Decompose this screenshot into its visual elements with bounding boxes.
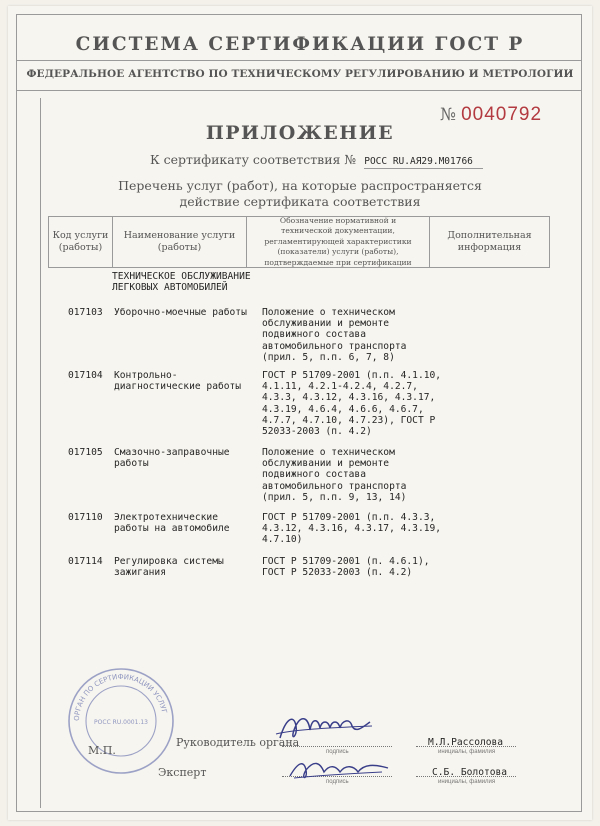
row-name: Контрольно- диагностические работы xyxy=(114,370,242,393)
row-standard: Положение о техническом обслуживании и ремонте подвижного состава автомобильного транспорта (прил. 5, п.п. 9, 13, 14) xyxy=(262,447,407,503)
subtitle-line: действие сертификата соответствия xyxy=(179,194,421,209)
certificate-label: К сертификату соответствия № xyxy=(150,152,357,167)
expert-signature xyxy=(284,752,394,788)
number-symbol: № xyxy=(440,105,458,125)
header-divider xyxy=(16,60,582,61)
form-number-value: 0040792 xyxy=(461,104,543,125)
section-title: ТЕХНИЧЕСКОЕ ОБСЛУЖИВАНИЕ ЛЕГКОВЫХ АВТОМОБИЛЕЙ xyxy=(112,271,251,294)
agency-name: ФЕДЕРАЛЬНОЕ АГЕНТСТВО ПО ТЕХНИЧЕСКОМУ РЕГУЛИРОВАНИЮ И МЕТРОЛОГИИ xyxy=(26,68,574,80)
certificate-number: РОСС RU.АЯ29.М01766 xyxy=(364,156,483,169)
header-name: Наименование услуги (работы) xyxy=(112,216,246,268)
row-standard: Положение о техническом обслуживании и ремонте подвижного состава автомобильного транспорта (прил. 5, п.п. 6, 7, 8) xyxy=(262,307,407,363)
row-name: Регулировка системы зажигания xyxy=(114,556,224,579)
signature-hint: подпись xyxy=(326,749,349,755)
row-name: Уборочно-моечные работы xyxy=(114,307,247,318)
row-name: Электротехнические работы на автомобиле xyxy=(114,512,230,535)
header-divider xyxy=(16,90,582,91)
row-code: 017104 xyxy=(68,370,103,381)
certificate-reference xyxy=(150,152,483,167)
name-hint: инициалы, фамилия xyxy=(438,749,496,755)
header-standard: Обозначение нормативной и технической документации, регламентирующей характеристики (показатели) услуги (работы), подтверждаемые при сертификации xyxy=(246,216,429,268)
certification-system-title: СИСТЕМА СЕРТИФИКАЦИИ ГОСТ Р xyxy=(75,34,525,55)
row-code: 017114 xyxy=(68,556,103,567)
row-code: 017103 xyxy=(68,307,103,318)
head-signature xyxy=(272,704,382,752)
subtitle-line: Перечень услуг (работ), на которые распространяется xyxy=(118,178,482,193)
header-code: Код услуги (работы) xyxy=(48,216,112,268)
stamp-label: М.П. xyxy=(88,744,116,757)
expert-name: С.Б. Болотова xyxy=(432,767,508,778)
row-standard: ГОСТ Р 51709-2001 (п.п. 4.1.10, 4.1.11, 4.2.1-4.2.4, 4.2.7, 4.3.3, 4.3.12, 4.3.16, 4.3.17, 4.3.19, 4.6.4, 4.6.6, 4.6.7, 4.7.7, 4.7.10, 4.7.23), ГОСТ Р 52033-2003 (п. 4.2) xyxy=(262,370,442,438)
name-hint: инициалы, фамилия xyxy=(438,779,496,785)
signature-hint: подпись xyxy=(326,779,349,785)
stamp-center-text: РОСС RU.0001.13 xyxy=(94,719,148,726)
row-code: 017105 xyxy=(68,447,103,458)
row-standard: ГОСТ Р 51709-2001 (п.п. 4.3.3, 4.3.12, 4.3.16, 4.3.17, 4.3.19, 4.7.10) xyxy=(262,512,442,546)
expert-label: Эксперт xyxy=(158,766,207,779)
name-line xyxy=(416,776,516,777)
certification-stamp xyxy=(66,666,176,776)
head-name: М.Л.Рассолова xyxy=(428,737,504,748)
row-name: Смазочно-заправочные работы xyxy=(114,447,230,470)
row-code: 017110 xyxy=(68,512,103,523)
document-subtitle xyxy=(0,178,600,210)
head-label: Руководитель органа xyxy=(176,736,300,749)
name-line xyxy=(416,746,516,747)
stamp-outer-text: ОРГАН ПО СЕРТИФИКАЦИИ УСЛУГ xyxy=(72,672,169,722)
row-standard: ГОСТ Р 51709-2001 (п. 4.6.1), ГОСТ Р 52033-2003 (п. 4.2) xyxy=(262,556,430,579)
header-info: Дополнительная информация xyxy=(429,216,550,268)
page-title: ПРИЛОЖЕНИЕ xyxy=(205,122,395,144)
